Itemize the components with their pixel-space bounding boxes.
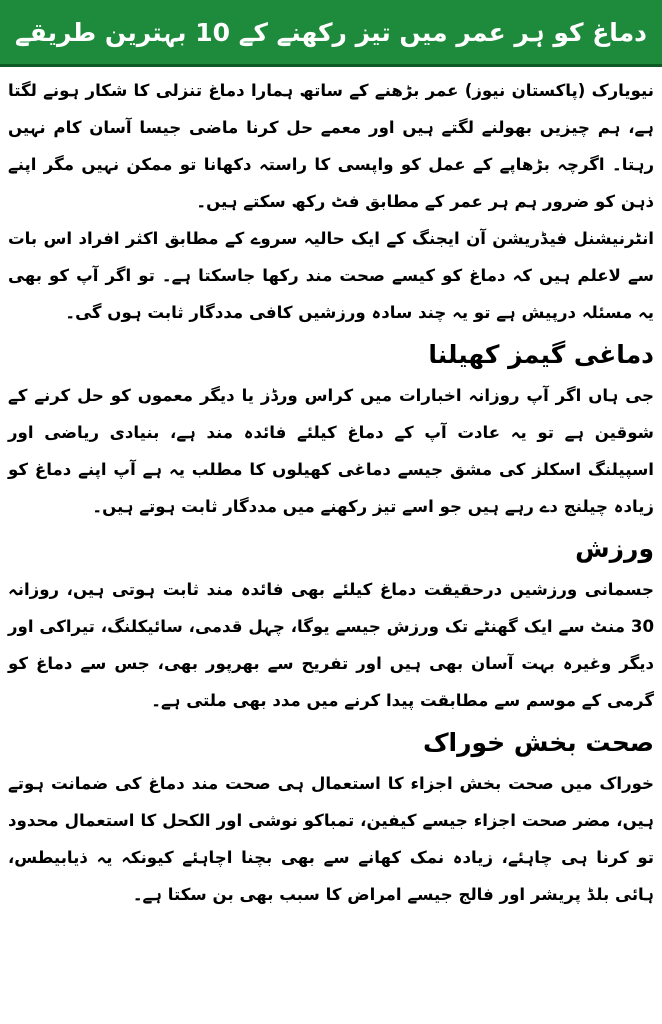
- section-body-exercise: جسمانی ورزشیں درحقیقت دماغ کیلئے بھی فائدہ مند ثابت ہوتی ہیں، روزانہ 30 منٹ سے ایک گھنٹے تک ورزش جیسے یوگا، چہل قدمی، سائیکلنگ، تیراکی اور دیگر وغیرہ بہت آسان بھی ہیں اور تفریح سے بھرپور بھی، جس سے دماغ کو گرمی کے موسم سے مطابقت پیدا کرنے میں مدد بھی ملتی ہے۔: [8, 580, 654, 710]
- section-heading-healthy-diet: صحت بخش خوراک: [422, 728, 654, 757]
- article-title: دماغ کو ہر عمر میں تیز رکھنے کے 10 بہترین طریقے: [14, 17, 648, 47]
- section-heading-exercise: ورزش: [575, 534, 654, 563]
- title-banner: [0, 0, 662, 67]
- intro-paragraph-2: انٹرنیشنل فیڈریشن آن ایجنگ کے ایک حالیہ سروے کے مطابق اکثر افراد اس بات سے لاعلم ہیں کہ دماغ کو کیسے صحت مند رکھا جاسکتا ہے۔ تو اگر آپ کو بھی یہ مسئلہ درپیش ہے تو یہ چند سادہ ورزشیں کافی مددگار ثابت ہوں گی۔: [8, 229, 654, 322]
- section-body-brain-games: جی ہاں اگر آپ روزانہ اخبارات میں کراس ورڈز یا دیگر معموں کو حل کرنے کے شوقین ہے تو یہ عادت آپ کے دماغ کیلئے فائدہ مند ہے، بنیادی ریاضی اور اسپیلنگ اسکلز کی مشق جیسے دماغی کھیلوں کا مطلب یہ ہے آپ اپنے دماغ کو زیادہ چیلنج دے رہے ہیں جو اسے تیز رکھنے میں مددگار ثابت ہوتے ہیں۔: [8, 386, 654, 516]
- article-body: [8, 72, 654, 913]
- intro-paragraph: نیویارک (پاکستان نیوز) عمر بڑھنے کے ساتھ ہمارا دماغ تنزلی کا شکار ہونے لگتا ہے، ہم چیزیں بھولنے لگتے ہیں اور معمے حل کرنا ماضی جیسا آسان کام نہیں رہتا۔ اگرچہ بڑھاپے کے عمل کو واپسی کا راستہ دکھانا تو ممکن نہیں مگر اپنے ذہن کو ضرور ہم ہر عمر کے مطابق فٹ رکھ سکتے ہیں۔: [8, 81, 655, 211]
- section-heading-brain-games: دماغی گیمز کھیلنا: [428, 340, 654, 369]
- section-body-healthy-diet: خوراک میں صحت بخش اجزاء کا استعمال ہی صحت مند دماغ کی ضمانت ہوتے ہیں، مضر صحت اجزاء جیسے کیفین، تمباکو نوشی اور الکحل کا استعمال محدود تو کرنا ہی چاہئے، زیادہ نمک کھانے سے بھی بچنا اچاہئے کیونکہ یہ ذیابیطس، ہائی بلڈ پریشر اور فالج جیسے امراض کا سبب بھی بن سکتا ہے۔: [8, 774, 654, 904]
